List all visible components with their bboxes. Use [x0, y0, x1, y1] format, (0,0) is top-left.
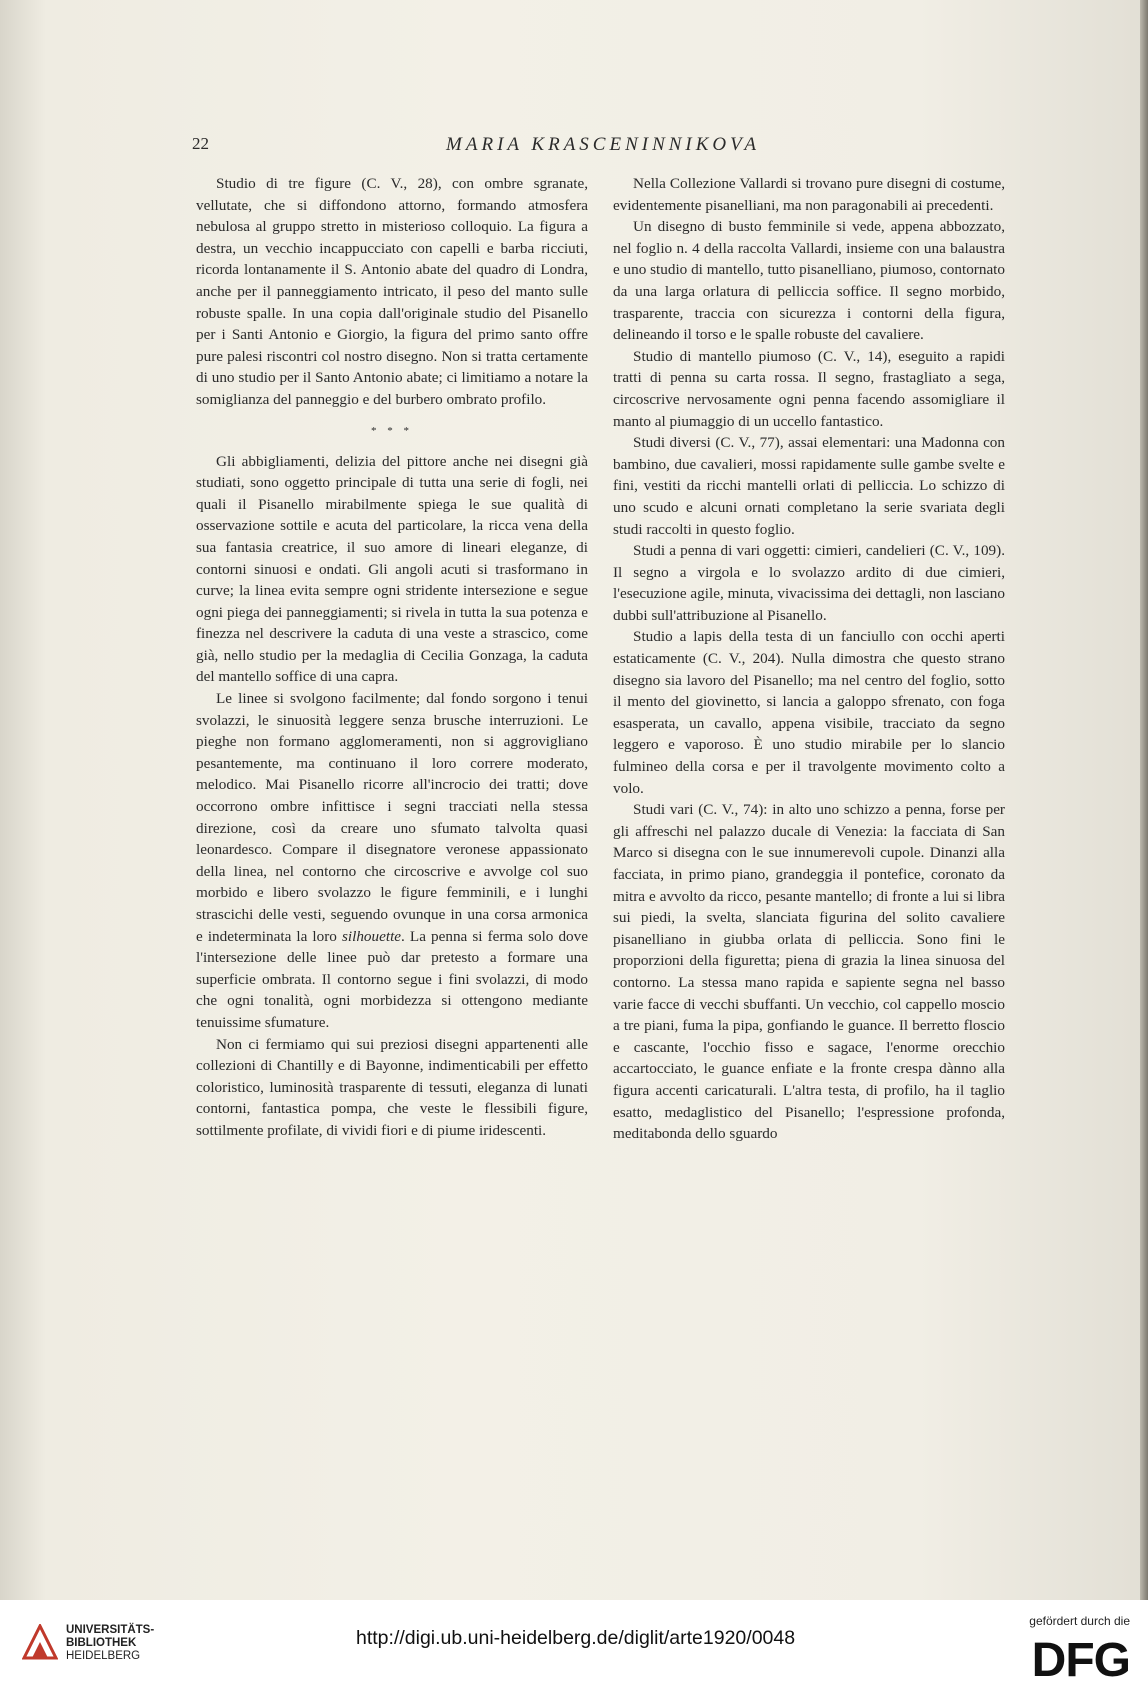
- paragraph: Studio a lapis della testa di un fanciullo con occhi aperti estaticamente (C. V., 204). Nulla dimostra che questo strano disegno sia lavoro del Pisanello; ma nel centro del foglio, sotto il mento del giovinetto, si lancia a galoppo sfrenato, con foga esasperata, un cavallo, appena visibile, tracciato da segno leggero e vaporoso. È uno studio mirabile per lo slancio fulmineo della corsa e per il travolgente movimento colto a volo.: [613, 628, 1005, 797]
- permalink-url[interactable]: http://digi.ub.uni-heidelberg.de/diglit/arte1920/0048: [356, 1627, 796, 1649]
- page-edge: [1140, 0, 1148, 1600]
- running-title: MARIA KRASCENINNIKOVA: [446, 134, 760, 155]
- library-name[interactable]: UNIVERSITÄTS- BIBLIOTHEK HEIDELBERG: [66, 1624, 155, 1662]
- paragraph: Un disegno di busto femminile si vede, appena abbozzato, nel foglio n. 4 della raccolta Vallardi, insieme con una balaustra e uno studio di mantello, tutto pisanelliano, piumoso, contornato da una larga orlatura di pelliccia soffice. Il segno morbido, trasparente, traccia con sicurezza i contorni della figura, delineando il torso e le spalle robuste del cavaliere.: [613, 218, 1005, 344]
- footer-bar: [0, 1600, 1148, 1695]
- paragraph: Studi a penna di vari oggetti: cimieri, candelieri (C. V., 109). Il segno a virgola e lo svolazzo ardito di due cimieri, l'esecuzione agile, minuta, vivacissima dei dettagli, non lasciano dubbi sull'attribuzione al Pisanello.: [613, 542, 1005, 624]
- paragraph-text: . La penna si ferma solo dove l'intersezione delle linee può dar pretesto a formare una superficie ombrata. Il contorno segue i fini svolazzi, di modo che ogni tonalità, ogni morbidezza si ottengono mediante tenuissime sfumature.: [196, 927, 588, 1031]
- paragraph: Studio di tre figure (C. V., 28), con ombre sgranate, vellutate, che si diffondono attorno, formando atmosfera nebulosa al gruppo stretto in misterioso colloquio. La figura a destra, un vecchio incappucciato con capelli e barba ricciuti, ricorda lontanamente il S. Antonio abate del quadro di Londra, anche per il panneggiamento intricato, il peso del manto sulle robuste spalle. In una copia dall'originale studio del Pisanello per i Santi Antonio e Giorgio, la figura del primo santo offre pure palesi riscontri col nostro disegno. Non si tratta certamente di uno studio per il Santo Antonio abate; ci limitiamo a notare la somiglianza del panneggio e del burbero ombrato profilo.: [196, 175, 588, 408]
- paragraph: Studi diversi (C. V., 77), assai elementari: una Madonna con bambino, due cavalieri, mossi rapidamente sulle gambe svelte e fini, vestiti da ricchi mantelli orlati di pelliccia. Lo schizzo di uno scudo e alcuni ornati completano la serie svariata degli studi raccolti in questo foglio.: [613, 434, 1005, 538]
- paragraph: Non ci fermiamo qui sui preziosi disegni appartenenti alle collezioni di Chantilly e di Bayonne, indimenticabili per effetto coloristico, luminosità trasparente di tessuti, eleganza di lunati contorni, fantastica pompa, che veste le flessibili figure, sottilmente profilate, di vividi fiori e di piume iridescenti.: [196, 1035, 588, 1139]
- paragraph: Gli abbigliamenti, delizia del pittore anche nei disegni già studiati, sono oggetto principale di tutta una serie di fogli, nei quali il Pisanello mirabilmente spiega le sue qualità di osservazione sottile e acuta del particolare, la ricca vena della sua fantasia creatrice, il suo amore di lineari eleganze, di contorni sinuosi e ondati. Gli angoli acuti si trasformano in curve; la linea evita sempre ogni stridente intersezione e segue ogni piega dei panneggiamenti; si rivela in tutta la sua potenza e finezza nel descrivere la caduta di una veste a strascico, come già, nello studio per la medaglia di Cecilia Gonzaga, la caduta del mantello soffice di una capra.: [196, 452, 588, 686]
- page-number: 22: [192, 134, 209, 153]
- running-head: [192, 134, 1014, 158]
- left-column: [196, 173, 588, 1142]
- funding-caption: gefördert durch die: [1029, 1614, 1130, 1628]
- right-column: [613, 173, 1005, 1145]
- dfg-logo[interactable]: DFG: [1031, 1634, 1130, 1687]
- italic-term: silhouette: [341, 927, 402, 945]
- paragraph: Nella Collezione Vallardi si trovano pure disegni di costume, evidentemente pisanelliani, ma non paragonabili ai precedenti.: [613, 175, 1005, 214]
- paragraph: Studio di mantello piumoso (C. V., 14), eseguito a rapidi tratti di penna su carta rossa. Il segno, frastagliato a sega, circoscrive nervosamente ogni penna facendo assomigliare il manto al piumaggio di un uccello fantastico.: [613, 347, 1005, 430]
- university-library-logo-icon[interactable]: [22, 1624, 58, 1660]
- section-separator: * * *: [371, 424, 413, 437]
- paragraph-text: Le linee si svolgono facilmente; dal fondo sorgono i tenui svolazzi, le sinuosità leggere senza brusche interruzioni. Le pieghe non formano agglomeramenti, non si aggrovigliano pesantemente, ma continuano il loro correre moderato, melodico. Mai Pisanello ricorre all'incrocio dei tratti; dove occorrono ombre infittisce i segni tracciati nella stessa direzione, così da creare uno sfumato talvolta quasi leonardesco. Compare il disegnatore veronese appassionato della linea, nel contorno che circoscrive e avvolge col suo morbido e libero svolazzo le figure femminili, e i lunghi strascichi delle vesti, seguendo ovunque in una corsa armonica e indeterminata la loro: [196, 690, 588, 945]
- paragraph: Studi vari (C. V., 74): in alto uno schizzo a penna, forse per gli affreschi nel palazzo ducale di Venezia: la facciata di San Marco si disegna con le sue innumerevoli cupole. Dinanzi alla facciata, in primo piano, grandeggia il pontefice, coronato da mitra e avvolto da ricco, pesante mantello; di fronte a lui si libra sui piedi, la svelta, slanciata figurina del solito cavaliere pisanelliano in giubba orlata di pelliccia. Sono fini le proporzioni della figuretta; piena di grazia la linea sinuosa del contorno. La stessa mano rapida e sapiente segna nel basso varie facce di vecchi sbuffanti. Un vecchio, col cappello moscio a tre piani, fuma la pipa, gonfiando le guance. Il berretto floscio e cascante, l'occhio fisso e sagace, l'enorme orecchio accartocciato, le guance enfiate e la fronte crespa dànno alla figura accenti caricaturali. L'altra testa, di profilo, ha il taglio esatto, medaglistico del Pisanello; l'espressione profonda, meditabonda dello sguardo: [613, 801, 1005, 1143]
- paragraph: [196, 688, 588, 1034]
